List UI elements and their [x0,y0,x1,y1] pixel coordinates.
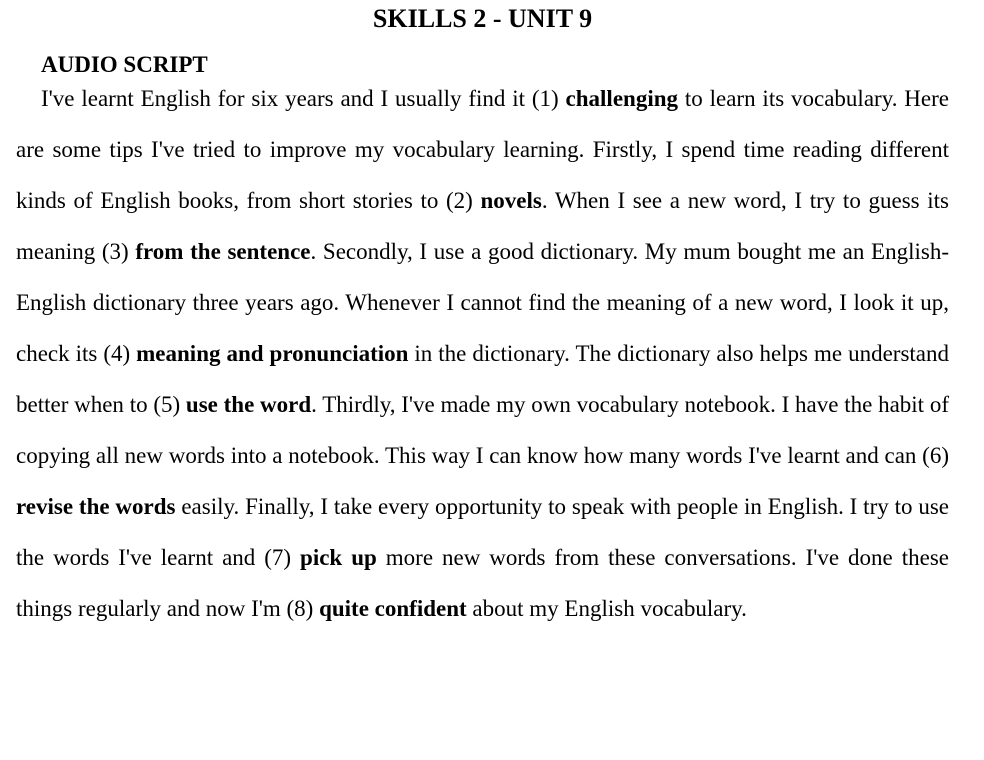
text-run: . Thirdly, I've made my own vocabulary notebook. I have the habit of copying all new words into a notebook. This way I can know how many words I've learnt and can (6) [16,392,949,468]
text-run: . When I see a new word, I try to guess its meaning (3) [16,188,949,264]
answer-5: use the word [185,392,312,417]
answer-7: pick up [300,545,377,570]
document-title: SKILLS 2 - UNIT 9 [372,4,593,33]
text-run: in the dictionary. The dictionary also helps me understand better when to (5) [16,341,949,417]
answer-8: quite confident [319,596,467,621]
audio-script-paragraph [16,73,949,634]
text-run: . Secondly, I use a good dictionary. My mum bought me an English-English dictionary three years ago. Whenever I cannot find the meaning of a new word, I look it up, check its (4) [16,239,949,366]
section-heading: AUDIO SCRIPT [41,52,208,77]
answer-2: novels [480,188,542,213]
text-run: about my English vocabulary. [466,596,747,621]
document-page [0,6,984,760]
answer-1: challenging [565,86,679,111]
text-run: I've learnt English for six years and I usually find it (1) [41,86,566,111]
answer-3: from the sentence [135,239,311,264]
answer-6: revise the words [16,494,176,519]
text-run: easily. Finally, I take every opportunity to speak with people in English. I try to use the words I've learnt and (7) [16,494,949,570]
text-run: more new words from these conversations. I've done these things regularly and now I'm (8) [16,545,949,621]
answer-4: meaning and pronunciation [136,341,409,366]
text-run: to learn its vocabulary. Here are some tips I've tried to improve my vocabulary learning. Firstly, I spend time reading different kinds of English books, from short stories to (2) [16,86,949,213]
